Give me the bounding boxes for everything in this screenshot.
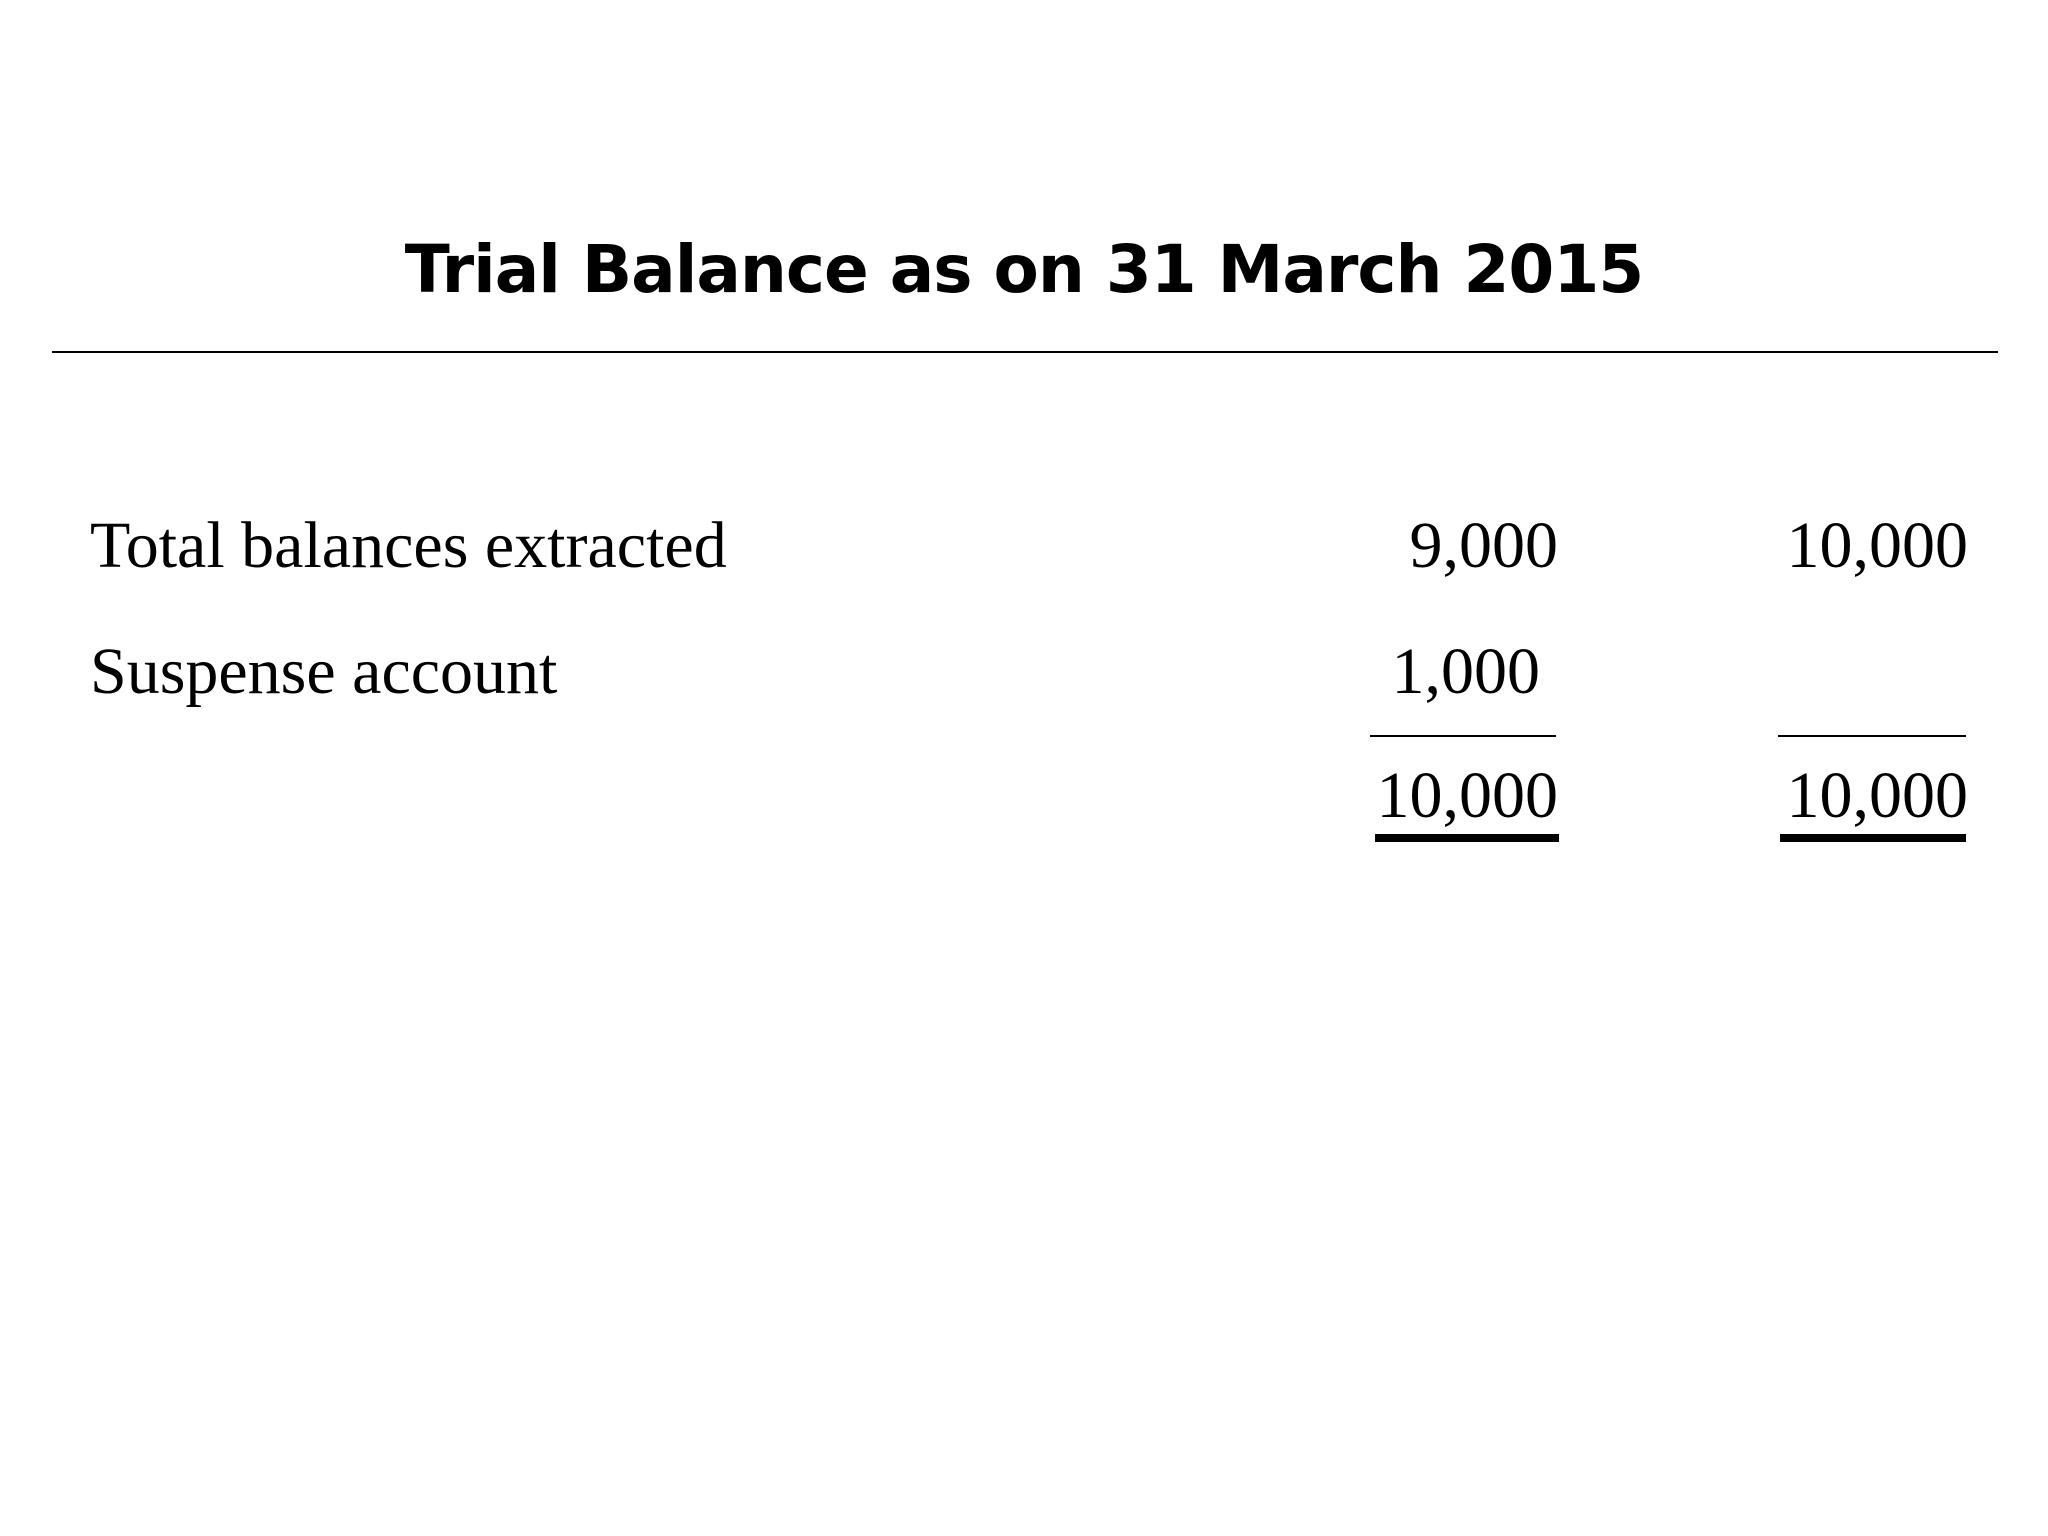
title-divider <box>52 351 1998 353</box>
subtotal-rule-col2 <box>1778 735 1966 737</box>
row-total-balances-col2: 10,000 <box>1786 509 1968 582</box>
total-underline-col2 <box>1780 834 1966 842</box>
row-total-balances-col1: 9,000 <box>1409 509 1558 582</box>
row-label-suspense-account: Suspense account <box>90 635 558 708</box>
total-underline-col1 <box>1375 834 1559 842</box>
subtotal-rule-col1 <box>1370 735 1556 737</box>
row-label-total-balances: Total balances extracted <box>90 509 727 582</box>
total-col2: 10,000 <box>1786 759 1968 832</box>
row-suspense-col1: 1,000 <box>1391 635 1540 708</box>
page-title: Trial Balance as on 31 March 2015 <box>404 231 1644 308</box>
total-col1: 10,000 <box>1376 759 1558 832</box>
